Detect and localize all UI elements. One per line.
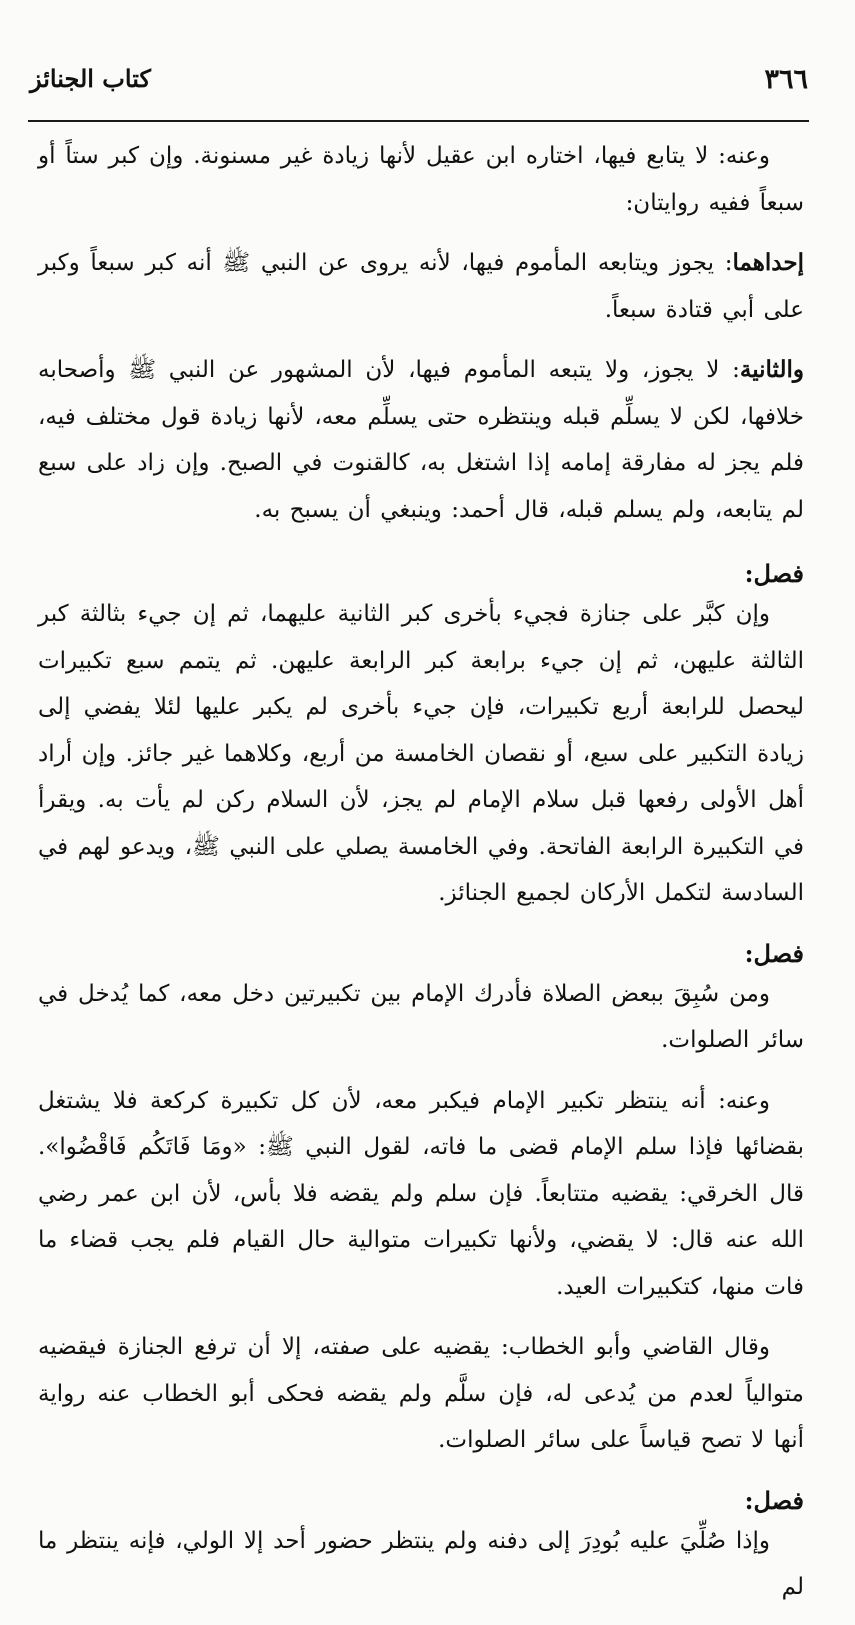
- running-title: كتاب الجنائز: [30, 64, 151, 93]
- paragraph: [38, 240, 804, 333]
- page-body: [38, 133, 804, 1625]
- page-header: [30, 58, 808, 110]
- paragraph: وعنه: أنه ينتظر تكبير الإمام فيكبر معه، لأن كل تكبيرة كركعة فلا يشتغل بقضائها فإذا سلم الإمام قضى ما فاته، لقول النبي ﷺ: «ومَا فَاتَكُم فَاقْضُوا». قال الخرقي: يقضيه متتابعاً. فإن سلم ولم يقضه فلا بأس، لأن ابن عمر رضي الله عنه قال: لا يقضي، ولأنها تكبيرات متوالية حال القيام فلم يجب قضاء ما فات منها، كتكبيرات العيد.: [38, 1087, 805, 1300]
- section-heading: فصل:: [744, 559, 804, 588]
- page-number: ٣٦٦: [764, 64, 808, 95]
- paragraph-lead: والثانية: [739, 356, 804, 383]
- paragraph-text: : يجوز ويتابعه المأموم فيها، لأنه يروى عن النبي ﷺ أنه كبر سبعاً وكبر على أبي قتادة سبعاً.: [38, 250, 804, 323]
- paragraph: وقال القاضي وأبو الخطاب: يقضيه على صفته، إلا أن ترفع الجنازة فيقضيه متوالياً لعدم من يُدعى له، فإن سلَّم ولم يقضه فحكى أبو الخطاب عنه رواية أنها لا تصح قياساً على سائر الصلوات.: [38, 1334, 804, 1453]
- header-rule: [28, 120, 809, 122]
- section-heading: فصل:: [744, 938, 804, 968]
- section-heading: فصل:: [744, 1485, 804, 1515]
- paragraph: [38, 347, 804, 533]
- paragraph-text: وعنه: لا يتابع فيها، اختاره ابن عقيل لأنها زيادة غير مسنونة. وإن كبر ستاً أو سبعاً ففيه روايتان:: [38, 143, 804, 216]
- paragraph: وإن كبَّر على جنازة فجيء بأخرى كبر الثانية عليهما، ثم إن جيء بثالثة كبر الثالثة عليهن، ثم إن جيء برابعة كبر الرابعة عليهن. ثم يتمم سبع تكبيرات ليحصل للرابعة أربع تكبيرات، فإن جيء بأخرى لم يكبر عليها لئلا يفضي إلى زيادة التكبير على سبع، أو نقصان الخامسة من أربع، وكلاهما غير جائز. وإن أراد أهل الأولى رفعها قبل سلام الإمام لم يجز، لأن السلام ركن لم يأت به. ويقرأ في التكبيرة الرابعة الفاتحة. وفي الخامسة يصلي على النبي ﷺ، ويدعو لهم في السادسة لتكمل الأركان لجميع الجنائز.: [38, 601, 804, 906]
- paragraph-text: : لا يجوز، ولا يتبعه المأموم فيها، لأن المشهور عن النبي ﷺ وأصحابه خلافها، لكن لا يسلِّم قبله وينتظره حتى يسلِّم معه، لأنها زيادة قول مختلف فيه، فلم يجز له مفارقة إمامه إذا اشتغل به، كالقنوت في الصبح. وإن زاد على سبع لم يتابعه، ولم يسلم قبله، قال أحمد: وينبغي أن يسبح به.: [38, 357, 804, 523]
- paragraph: وإذا صُلِّيَ عليه بُودِرَ إلى دفنه ولم ينتظر حضور أحد إلا الولي، فإنه ينتظر ما لم: [38, 1527, 804, 1600]
- paragraph: [38, 133, 804, 226]
- paragraph-lead: إحداهما: [732, 249, 804, 276]
- paragraph: ومن سُبِقَ ببعض الصلاة فأدرك الإمام بين تكبيرتين دخل معه، كما يُدخل في سائر الصلوات.: [38, 980, 804, 1053]
